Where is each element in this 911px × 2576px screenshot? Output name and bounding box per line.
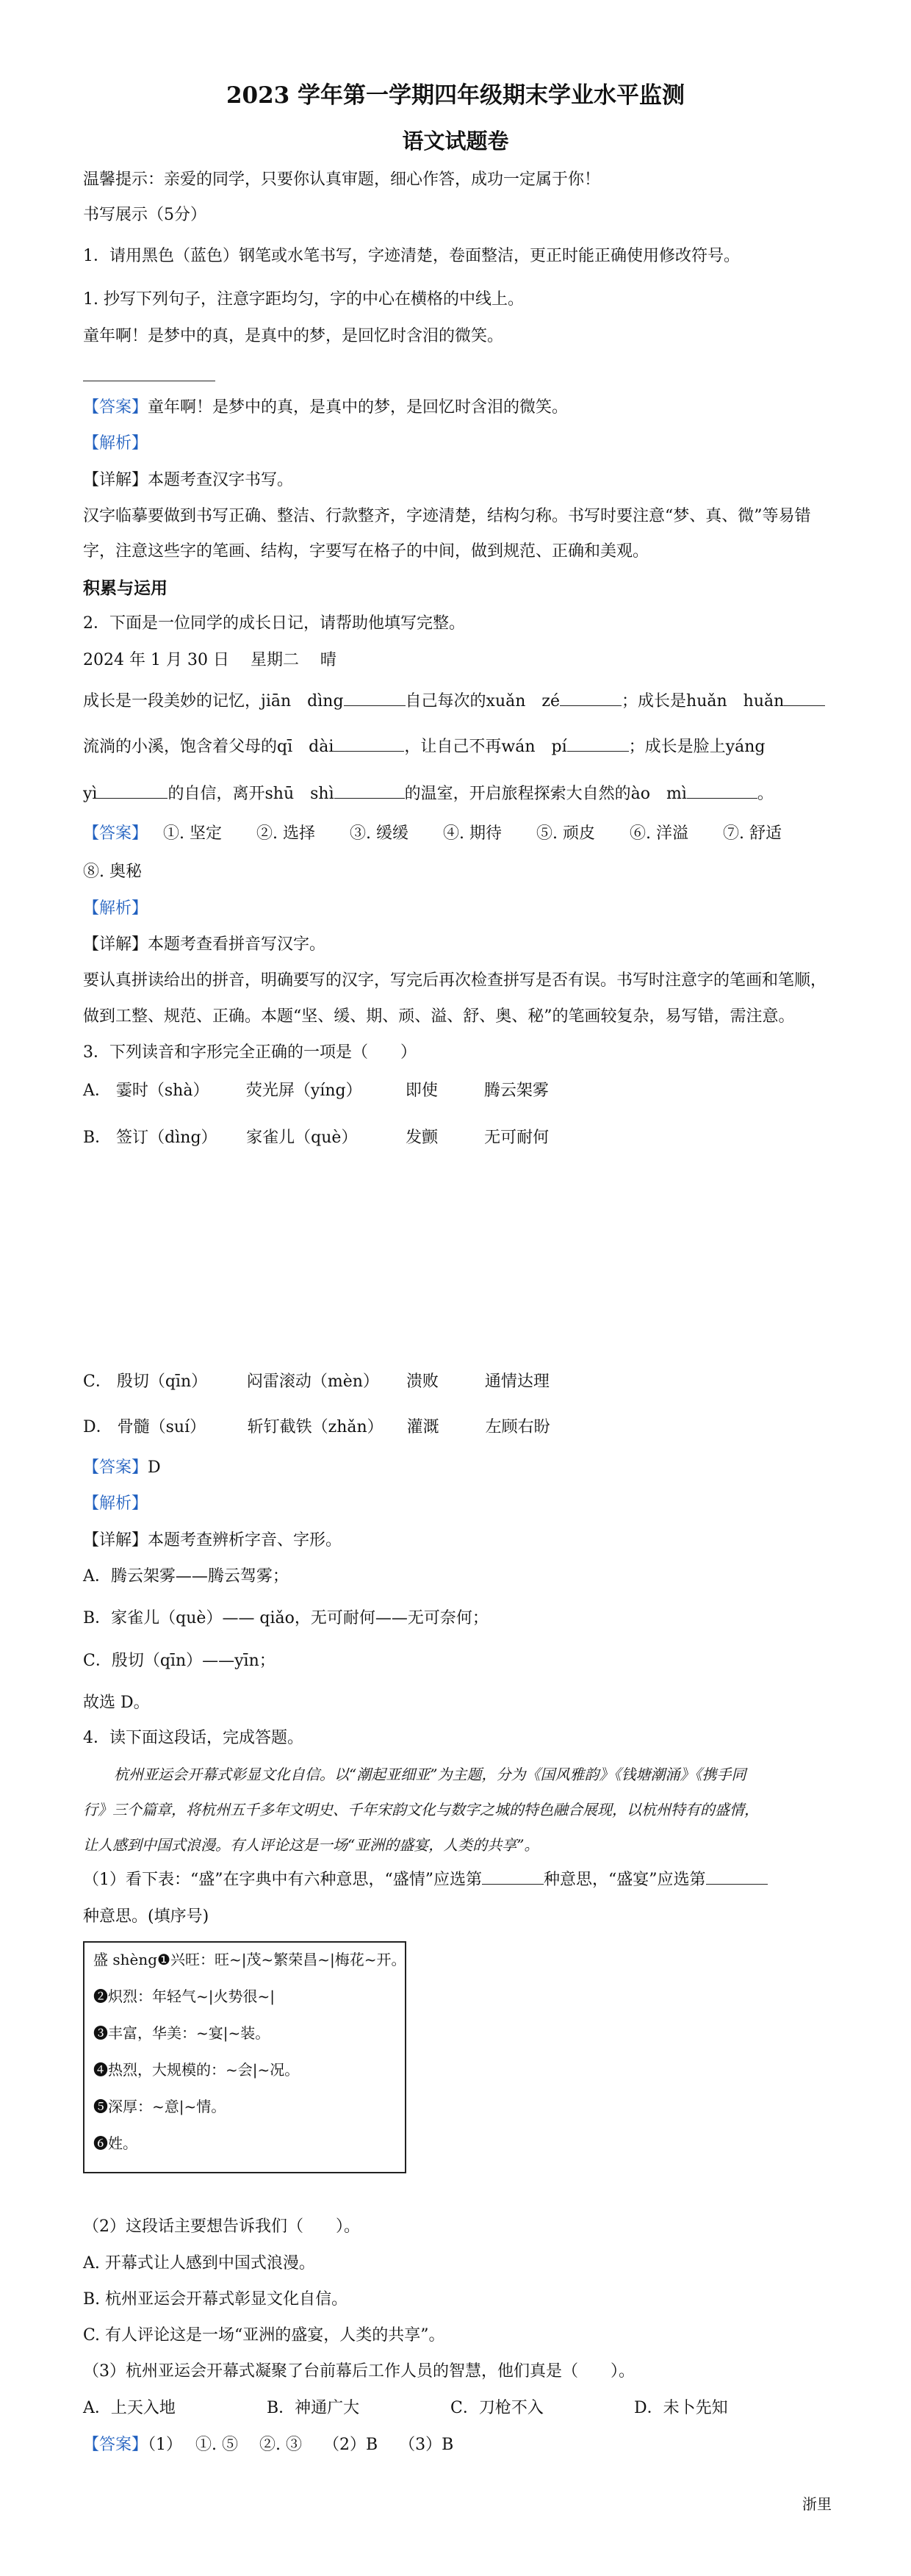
dict-num: ❺ [93, 2098, 108, 2115]
section-accumulation: 积累与运用 [83, 578, 168, 598]
dictionary-box [83, 1941, 406, 2173]
answer-tag: 【答案】 [83, 824, 148, 843]
option-item: 腾云架雾 [483, 1082, 549, 1100]
instruction-1: 1．请用黑色（蓝色）钢笔或水笔书写，字迹清楚，卷面整洁，更正时能正确使用修改符号。 [83, 247, 741, 265]
pinyin: yáng [725, 738, 766, 756]
dict-entry: 兴旺：旺~|茂~繁荣昌~|梅花~开。 [170, 1951, 406, 1968]
dict-entry: 热烈，大规模的：~会|~况。 [108, 2061, 300, 2079]
option-a[interactable]: A．上天入地 [83, 2399, 176, 2417]
dict-entry-6 [93, 2132, 137, 2154]
dict-num: ❹ [93, 2061, 108, 2079]
q1-explanation-1: 汉字临摹要做到书写正确、整洁、行款整齐，字迹清楚，结构匀称。书写时要注意“梦、真、微”等易错 [83, 507, 811, 525]
answer-blank[interactable] [687, 783, 757, 799]
pinyin: ào mì [630, 785, 687, 803]
q3-analysis-c: C．殷切（qīn）——yīn； [83, 1652, 276, 1670]
q1-prompt: 1. 抄写下列句子，注意字距均匀，字的中心在横格的中线上。 [83, 290, 524, 309]
dict-num: ❶ [157, 1951, 170, 1968]
answer-item: ②. 选择 [256, 824, 316, 843]
dict-headword: 盛 shèng [93, 1951, 158, 1968]
answer-tag: 【答案】 [83, 1458, 148, 1477]
q3-option-d[interactable] [83, 1417, 550, 1439]
q3-analysis-b: B．家雀儿（què）—— qiǎo，无可耐何——无可奈何； [83, 1609, 489, 1627]
q4-prompt: 4．读下面这段话，完成答题。 [83, 1729, 303, 1747]
q4-passage-2: 行》三个篇章，将杭州五千多年文明史、千年宋韵文化与数字之城的特色融合展现，以杭州特有的盛情， [83, 1801, 759, 1818]
answer-tag: 【答案】 [83, 2436, 148, 2454]
q2-text: 自己每次的 [405, 692, 486, 710]
option-label: C． [83, 1372, 112, 1391]
answer-blank[interactable] [706, 1869, 768, 1885]
dict-num: ❷ [93, 1987, 108, 2005]
q4-sub1-text: 种意思，“盛宴”应选第 [544, 1871, 706, 1889]
option-item: 即使 [405, 1082, 438, 1100]
q4-passage-1: 杭州亚运会开幕式彰显文化自信。以“潮起亚细亚”为主题，分为《国风雅韵》《钱塘潮涌》《携手同 [114, 1766, 746, 1783]
pinyin: shū shì [264, 785, 334, 803]
q1-analysis-tag: 【解析】 [83, 434, 148, 453]
q3-option-a[interactable] [83, 1080, 549, 1102]
answer-item: ③. 缓缓 [350, 824, 409, 843]
dict-entry-5 [93, 2095, 226, 2118]
pinyin: jiān dìng [261, 692, 344, 710]
q1-explanation-2: 字，注意这些字的笔画、结构，字要写在格子的中间，做到规范、正确和美观。 [83, 542, 649, 561]
answer-tag: 【答案】 [83, 398, 148, 417]
q2-explanation-2: 做到工整、规范、正确。本题“坚、缓、期、顽、溢、舒、奥、秘”的笔画较复杂，易写错，需注意。 [83, 1007, 795, 1026]
option-item: 骨髓（suí） [117, 1418, 206, 1436]
dict-num: ❸ [93, 2024, 108, 2042]
q2-text: 的自信，离开 [168, 785, 265, 803]
answer-blank[interactable] [560, 691, 622, 706]
option-item: 发颤 [406, 1129, 439, 1147]
section-writing: 书写展示（5分） [83, 206, 206, 224]
answer-blank[interactable] [482, 1869, 544, 1885]
option-item: 斩钉截铁（zhǎn） [247, 1418, 384, 1436]
pinyin: huǎn huǎn [686, 692, 785, 710]
page-footer: 浙里 [802, 2495, 832, 2513]
q2-line-3 [83, 783, 774, 805]
option-item: 无可耐何 [484, 1129, 550, 1147]
q2-explanation-1: 要认真拼读给出的拼音，明确要写的汉字，写完后再次检查拼写是否有误。书写时注意字的笔画和笔顺， [83, 971, 827, 990]
q4-sub2: （2）这段话主要想告诉我们（ ）。 [83, 2217, 360, 2236]
answer-blank[interactable] [784, 691, 825, 706]
q2-detail: 【详解】本题考查看拼音写汉字。 [83, 935, 326, 954]
pinyin: qī dài [277, 738, 334, 756]
option-label: A． [83, 1082, 111, 1100]
option-item: 闷雷滚动（mèn） [246, 1372, 379, 1391]
dict-entry: 炽烈：年轻气~|火势很~| [108, 1987, 275, 2005]
option-item: 通情达理 [484, 1372, 550, 1391]
q4-sub2-option-b[interactable]: B. 杭州亚运会开幕式彰显文化自信。 [83, 2290, 348, 2309]
q2-prompt: 2．下面是一位同学的成长日记，请帮助他填写完整。 [83, 614, 465, 633]
page-title: 2023 学年第一学期四年级期末学业水平监测 [226, 82, 685, 109]
q4-answer-text: （1） ①. ⑤ ②. ③ （2）B （3）B [148, 2436, 454, 2454]
q4-sub1-tail: 种意思。(填序号) [83, 1907, 209, 1926]
option-d[interactable]: D．未卜先知 [634, 2399, 728, 2417]
q2-text: 的温室，开启旅程探索大自然的 [404, 785, 631, 803]
q3-analysis-a: A．腾云架雾——腾云驾雾； [83, 1567, 289, 1586]
option-item: 签订（dìng） [116, 1129, 217, 1147]
q3-answer [83, 1457, 161, 1479]
option-item: 殷切（qīn） [116, 1372, 208, 1391]
q4-sub1-text: （1）看下表：“盛”在字典中有六种意思，“盛情”应选第 [83, 1871, 482, 1889]
q2-text: 成长是一段美妙的记忆， [83, 692, 262, 710]
answer-item: ④. 期待 [443, 824, 503, 843]
answer-blank[interactable] [334, 736, 404, 752]
q3-conclusion: 故选 D。 [83, 1694, 150, 1712]
option-item: 家雀儿（què） [246, 1129, 358, 1147]
answer-blank[interactable] [344, 691, 406, 706]
option-b[interactable]: B．神通广大 [267, 2399, 360, 2417]
q3-option-c[interactable] [83, 1371, 550, 1393]
answer-item: ⑦. 舒适 [723, 824, 782, 843]
pinyin: xuǎn zé [486, 692, 561, 710]
dict-entry: 深厚：~意|~情。 [108, 2098, 226, 2115]
q3-answer-text: D [148, 1458, 161, 1477]
q4-sub3: （3）杭州亚运会开幕式凝聚了台前幕后工作人员的智慧，他们真是（ ）。 [83, 2362, 635, 2381]
pinyin: yì [83, 785, 98, 803]
q4-sub3-options [83, 2397, 728, 2420]
q2-line-2 [83, 736, 765, 758]
q2-line-1 [83, 691, 825, 713]
q2-date: 2024 年 1 月 30 日 星期二 晴 [83, 651, 336, 669]
q2-text: ，让自己不再 [404, 738, 502, 756]
q2-answer [83, 823, 832, 845]
option-label: D． [83, 1418, 112, 1436]
q1-sentence: 童年啊！是梦中的真，是真中的梦，是回忆时含泪的微笑。 [83, 327, 504, 345]
q3-prompt: 3．下列读音和字形完全正确的一项是（ ） [83, 1043, 417, 1062]
q3-detail: 【详解】本题考查辨析字音、字形。 [83, 1531, 342, 1550]
option-label: B． [83, 1129, 112, 1147]
answer-item: ①. 坚定 [163, 824, 223, 843]
answer-blank[interactable] [567, 736, 629, 752]
q1-detail: 【详解】本题考查汉字书写。 [83, 471, 294, 489]
q2-text: 。 [757, 785, 774, 803]
option-c[interactable]: C．刀枪不入 [450, 2399, 544, 2417]
q1-answer-text: 童年啊！是梦中的真，是真中的梦，是回忆时含泪的微笑。 [148, 398, 569, 417]
q2-text: ；成长是 [622, 692, 687, 710]
q4-answer [83, 2434, 453, 2456]
q4-sub1 [83, 1869, 768, 1891]
pinyin: wán pí [501, 738, 567, 756]
tip-text: 温馨提示：亲爱的同学，只要你认真审题，细心作答，成功一定属于你！ [83, 170, 601, 189]
q1-answer [83, 397, 568, 419]
q4-sub2-option-c[interactable]: C. 有人评论这是一场“亚洲的盛宴，人类的共享”。 [83, 2326, 445, 2345]
option-item: 左顾右盼 [485, 1418, 550, 1436]
answer-item: ⑥. 洋溢 [630, 824, 689, 843]
dict-entry: 丰富，华美：~宴|~装。 [108, 2024, 270, 2042]
answer-blank[interactable] [334, 783, 405, 799]
q2-text: ；成长是脸上 [628, 738, 726, 756]
answer-blank[interactable] [97, 783, 168, 799]
page-subtitle: 语文试题卷 [402, 129, 509, 154]
option-item: 霎时（shà） [115, 1082, 209, 1100]
option-item: 荧光屏（yíng） [245, 1082, 362, 1100]
dict-entry: 姓。 [108, 2134, 137, 2152]
q2-analysis-tag: 【解析】 [83, 899, 148, 918]
option-item: 灌溉 [406, 1418, 439, 1436]
dict-num: ❻ [93, 2134, 108, 2152]
q3-analysis-tag: 【解析】 [83, 1494, 148, 1513]
q2-text: 流淌的小溪，饱含着父母的 [83, 738, 278, 756]
q2-answer-cont: ⑧. 奥秘 [83, 863, 142, 881]
option-item: 溃败 [406, 1372, 439, 1391]
q3-option-b[interactable] [83, 1127, 549, 1149]
dict-entry-4 [93, 2059, 299, 2081]
answer-item: ⑤. 顽皮 [536, 824, 596, 843]
dict-head-line [93, 1949, 406, 1971]
q4-sub2-option-a[interactable]: A. 开幕式让人感到中国式浪漫。 [83, 2254, 315, 2273]
dict-entry-3 [93, 2022, 270, 2044]
dict-entry-2 [93, 1985, 275, 2007]
q4-passage-3: 让人感到中国式浪漫。有人评论这是一场“亚洲的盛宴，人类的共享”。 [83, 1836, 539, 1854]
